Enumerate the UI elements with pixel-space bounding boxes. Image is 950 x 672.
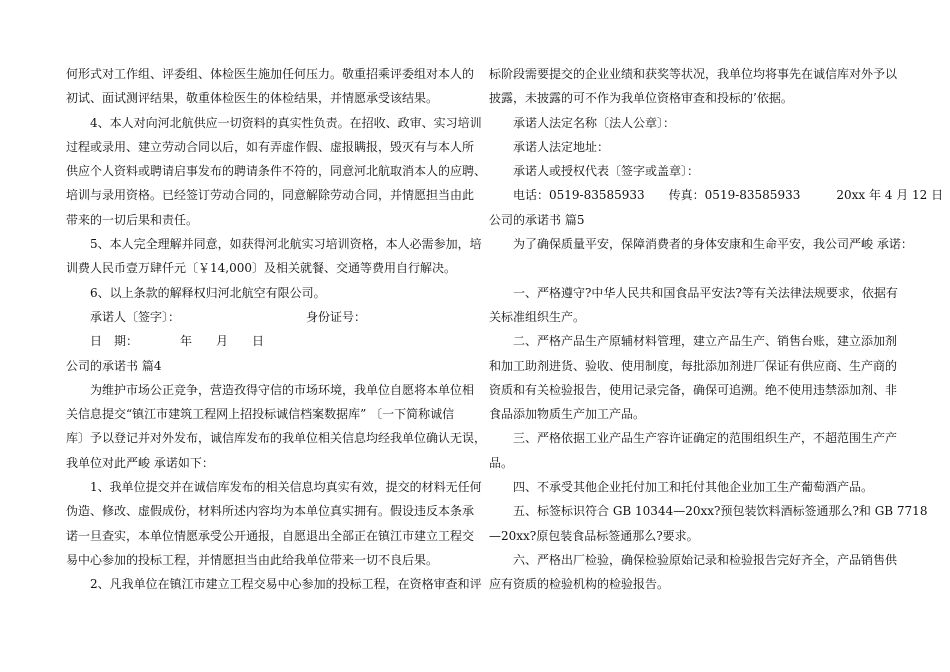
right-column-text-line: 五、标签标识符合 GB 10344—20xx?预包装饮料酒标签通那么?和 GB 7718 xyxy=(489,504,928,519)
left-column-text-line: 带来的一切后果和责任。 xyxy=(66,212,199,227)
right-column-text-line: 承诺人法定名称〔法人公章〕： xyxy=(489,115,676,130)
left-column-text-line: 训费人民币壹万肆仟元〔￥14,000〕及相关就餐、交通等费用自行解决。 xyxy=(66,261,456,276)
right-column xyxy=(489,62,944,597)
left-column-text-line: 过程或录用、建立劳动合同以后，如有弄虚作假、虚报瞒报，毁灭有与本人所 xyxy=(66,139,475,154)
left-column-text-line: 培训与录用资格。已经签订劳动合同的，同意解除劳动合同，并情愿担当由此 xyxy=(66,188,475,203)
left-column-text-line: 承诺人〔签字〕： 身份证号： xyxy=(66,309,367,324)
left-column-text-line: 易中心参加的投标工程，并情愿担当由此给我单位带来一切不良后果。 xyxy=(66,552,439,567)
right-column-text-line: 三、严格依据工业产品生产容许证确定的范围组织生产，不超范围生产产 xyxy=(489,431,898,446)
right-column-text-line: 标阶段需要提交的企业业绩和获奖等状况，我单位均将事先在诚信库对外予以 xyxy=(489,67,898,81)
left-column-text-line: 诺一旦查实，本单位情愿承受公开通报，自愿退出全部正在镇江市建立工程交 xyxy=(66,528,475,543)
left-column-text-line: 何形式对工作组、评委组、体检医生施加任何压力。敬重招乘评委组对本人的 xyxy=(66,67,475,81)
left-column xyxy=(66,62,487,597)
left-column-text-line: 5、本人完全理解并同意，如获得河北航实习培训资格，本人必需参加，培 xyxy=(66,237,482,252)
left-column-text-line: 库〕予以登记并对外发布，诚信库发布的我单位相关信息均经我单位确认无误， xyxy=(66,431,487,446)
right-column-text-line: 披露，未披露的可不作为我单位资格审查和投标的’依据。 xyxy=(489,91,793,106)
left-column-text-line: 我单位对此严峻 承诺如下： xyxy=(66,455,214,470)
right-column-text-line: 应有资质的检验机构的检验报告。 xyxy=(489,577,670,592)
left-column-text-line: 为维护市场公正竞争，营造孜得守信的市场环境，我单位自愿将本单位相 xyxy=(66,382,475,397)
left-column-text-line: 日 期： 年 月 日 xyxy=(66,334,265,349)
right-column-text-line: 电话：0519-83585933 传真：0519-83585933 20xx 年 4 月 12 日 xyxy=(489,188,944,203)
left-column-text-line: 关信息提交“镇江市建筑工程网上招投标诚信档案数据库” 〔一下简称诚信 xyxy=(66,407,455,422)
left-column-text-line: 初试、面试测评结果，敬重体检医生的体检结果，并情愿承受该结果。 xyxy=(66,91,439,106)
right-column-text-line: 公司的承诺书 篇5 xyxy=(489,212,585,227)
right-column-text-line: —20xx?原包装食品标签通那么?要求。 xyxy=(489,528,699,543)
right-column-text-line: 关标准组织生产。 xyxy=(489,309,586,324)
left-column-text-line: 4、本人对向河北航供应一切资料的真实性负责。在招收、政审、实习培训 xyxy=(66,115,482,130)
left-column-text-line: 1、我单位提交并在诚信库发布的相关信息均真实有效，提交的材料无任何 xyxy=(66,480,482,495)
left-column-text-line: 2、凡我单位在镇江市建立工程交易中心参加的投标工程，在资格审查和评 xyxy=(66,577,482,592)
left-column-text-line: 伪造、修改、虚假成份，材料所述内容均为本单位真实拥有。假设违反本条承 xyxy=(66,504,475,519)
right-column-text-line: 六、严格出厂检验，确保检验原始记录和检验报告完好齐全，产品销售供 xyxy=(489,552,898,567)
right-column-text-line: 和加工助剂进货、验收、使用制度，每批添加剂进厂保证有供应商、生产商的 xyxy=(489,358,898,373)
right-column-text-line xyxy=(489,256,869,280)
right-column-text-line: 二、严格产品生产原辅材料管理，建立产品生产、销售台账，建立添加剂 xyxy=(489,334,898,349)
right-column-text-line: 承诺人或授权代表〔签字或盖章〕： xyxy=(489,164,700,179)
right-column-text-line: 一、严格遵守?中华人民共和国食品平安法?等有关法律法规要求，依据有 xyxy=(489,285,898,300)
right-column-text-line: 承诺人法定地址： xyxy=(489,139,610,154)
right-column-text-line: 食品添加物质生产加工产品。 xyxy=(489,407,646,422)
right-column-text-line: 为了确保质量平安，保障消费者的身体安康和生命平安，我公司严峻 承诺： xyxy=(489,237,913,252)
left-column-text-line: 6、以上条款的解释权归河北航空有限公司。 xyxy=(66,285,326,300)
right-column-text-line: 资质和有关检验报告，使用记录完备，确保可追溯。绝不使用违禁添加剂、非 xyxy=(489,382,898,397)
right-column-text-line: 品。 xyxy=(489,455,514,470)
left-column-text-line: 供应个人资料或聘请启事发布的聘请条件不符的，同意河北航取消本人的应聘、 xyxy=(66,164,487,179)
left-column-text-line: 公司的承诺书 篇4 xyxy=(66,358,162,373)
right-column-text-line: 四、不承受其他企业托付加工和托付其他企业加工生产葡萄酒产品。 xyxy=(489,480,874,495)
